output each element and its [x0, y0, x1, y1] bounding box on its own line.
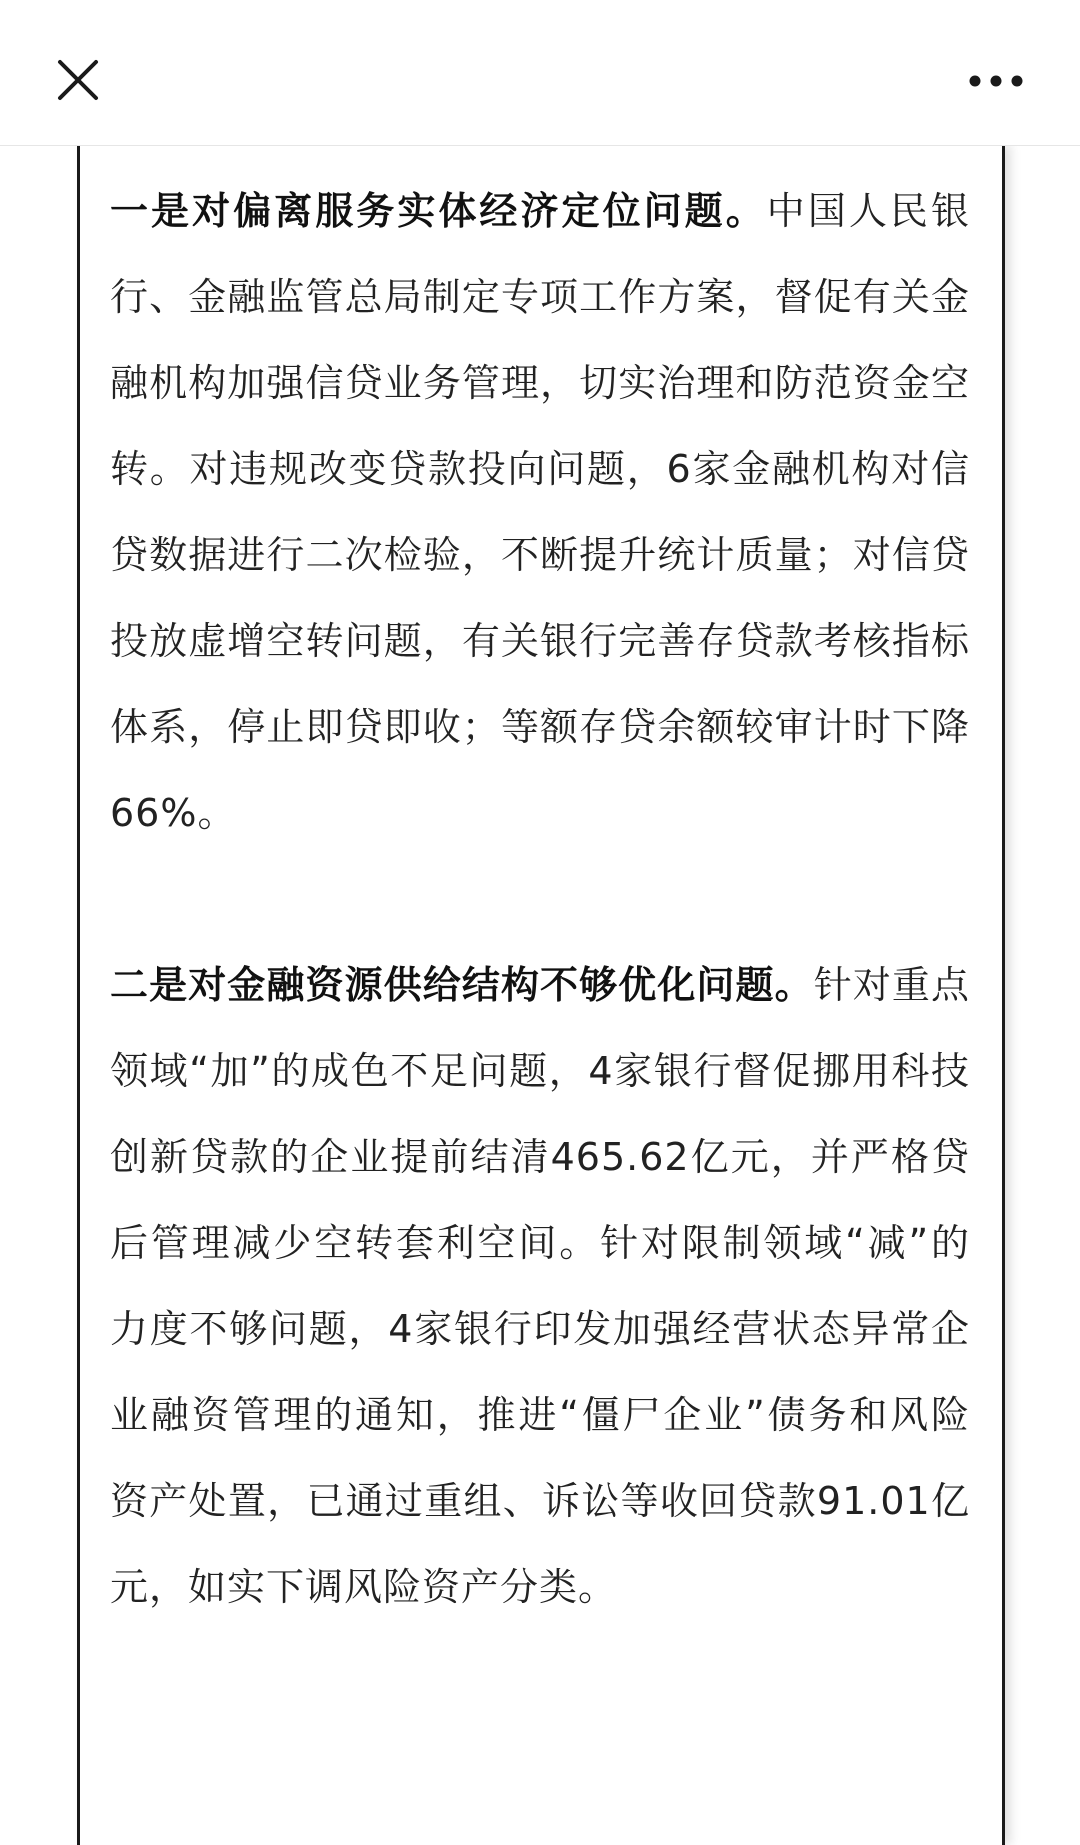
paragraph-2 — [110, 942, 970, 1630]
paragraph-2-body: 针对重点领域“加”的成色不足问题，4家银行督促挪用科技创新贷款的企业提前结清465.62亿元，并严格贷后管理减少空转套利空间。针对限制领域“减”的力度不够问题，4家银行印发加强经营状态异常企业融资管理的通知，推进“僵尸企业”债务和风险资产处置，已通过重组、诉讼等收回贷款91.01亿元，如实下调风险资产分类。 — [110, 963, 970, 1609]
close-button[interactable] — [48, 52, 108, 112]
more-dots-icon — [968, 73, 1024, 92]
paragraph-1-lead: 一是对偏离服务实体经济定位问题。 — [110, 189, 767, 233]
paragraph-1-body: 中国人民银行、金融监管总局制定专项工作方案，督促有关金融机构加强信贷业务管理，切实治理和防范资金空转。对违规改变贷款投向问题，6家金融机构对信贷数据进行二次检验，不断提升统计质量；对信贷投放虚增空转问题，有关银行完善存贷款考核指标体系，停止即贷即收；等额存贷余额较审计时下降66%。 — [110, 189, 970, 835]
paragraph-1 — [110, 168, 970, 856]
close-icon — [56, 58, 100, 106]
top-bar — [0, 0, 1080, 146]
paragraph-2-lead: 二是对金融资源供给结构不够优化问题。 — [110, 963, 814, 1007]
more-options-button[interactable] — [956, 52, 1036, 112]
article-body — [110, 168, 970, 1630]
